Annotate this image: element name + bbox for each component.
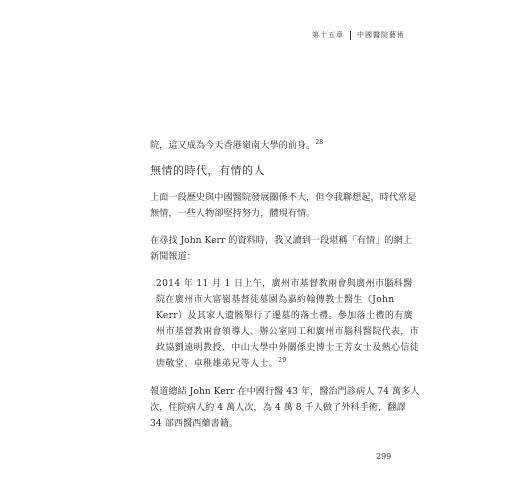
section-heading: 無情的時代，有情的人 [150, 164, 265, 177]
block-quote-text: 2014 年 11 月 1 日上午，廣州市基督教兩會與廣州市腦科醫院在廣州市大富嶺基督徒墓園為嘉約翰傳教士醫生（John Kerr）及其家人遺骸舉行了遷墓的落土禮。參加落土禮的有廣州市基督教兩會領導人、辦公室同工和廣州市腦科醫院代表，市政協劉遠明教授、中山大學中外關係史博士王芳女士及熱心信徒唐敬堂、卓稚雄弟兄等人士。 [156, 279, 420, 369]
running-head-chapter: 第十五章 [312, 31, 344, 39]
paragraph: 報道總結 John Kerr 在中國行醫 43 年，醫治門診病人 74 萬多人次，住院病人約 4 萬人次，為 4 萬 8 千人做了外科手術，翻譯 34 部西醫西藥書籍。 [150, 386, 420, 429]
paragraph: 在尋找 John Kerr 的資料時，我又讀到一段堪稱「有情」的網上新聞報道： [150, 235, 412, 262]
running-head-separator [350, 31, 351, 40]
body-text [150, 138, 420, 443]
page-number: 299 [376, 452, 392, 461]
continued-paragraph [150, 138, 420, 154]
running-head [312, 30, 405, 40]
running-head-title: 中國醫院藝術 [357, 31, 405, 39]
footnote-ref: 28 [315, 138, 324, 146]
paragraph: 上面一段歷史與中國醫院發展關係不大，但令我聯想起，時代常是無情，一些人物卻堅持努力，體現有情。 [150, 192, 417, 219]
footnote-ref: 29 [278, 357, 287, 364]
continued-paragraph-text: 院，這又成為今天香港嶺南大學的前身。 [150, 140, 316, 151]
block-quote [156, 276, 420, 372]
